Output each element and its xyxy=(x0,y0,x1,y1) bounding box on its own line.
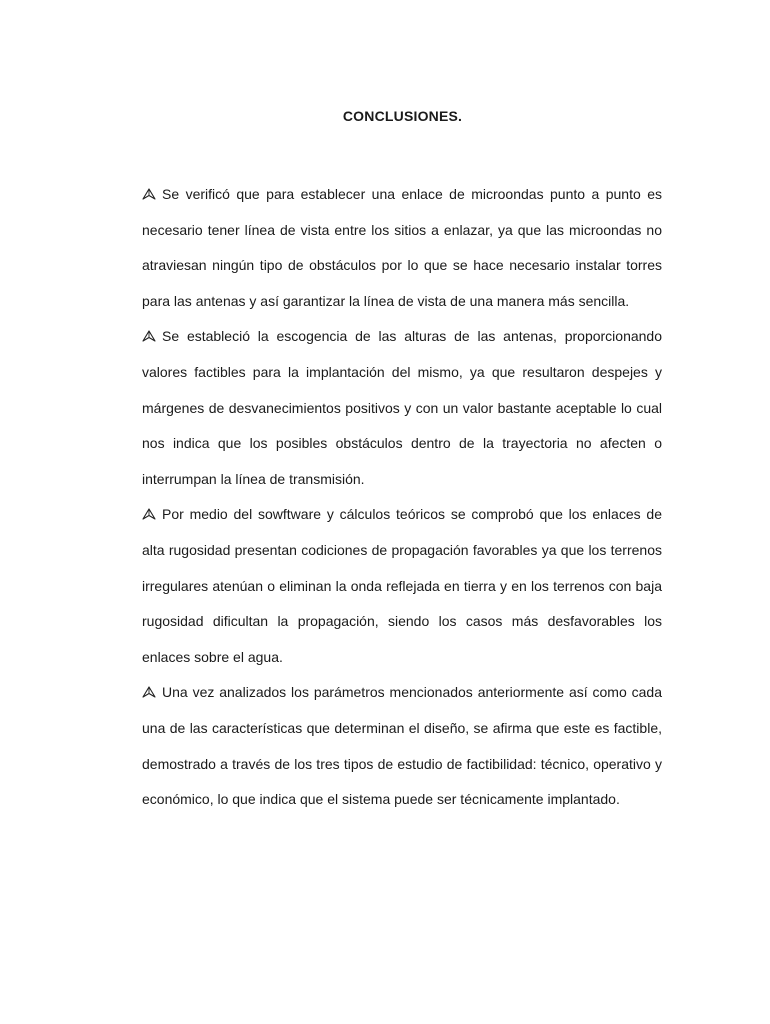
conclusion-text-4: Una vez analizados los parámetros mencionados anteriormente así como cada una de las características que determinan el diseño, se afirma que este es factible, demostrado a través de los tres tipos de estudio de factibilidad: técnico, operativo y económico, lo que indica que el sistema puede ser técnicamente implantado. xyxy=(142,684,662,808)
arrowhead-bullet-icon xyxy=(142,330,162,342)
conclusion-text-2: Se estableció la escogencia de las alturas de las antenas, proporcionando valores factibles para la implantación del mismo, ya que resultaron despejes y márgenes de desvanecimientos positivos y con un valor bastante aceptable lo cual nos indica que los posibles obstáculos dentro de la trayectoria no afecten o interrumpan la línea de transmisión. xyxy=(142,328,662,487)
conclusion-text-1: Se verificó que para establecer una enlace de microondas punto a punto es necesario tener línea de vista entre los sitios a enlazar, ya que las microondas no atraviesan ningún tipo de obstáculos por lo que se hace necesario instalar torres para las antenas y así garantizar la línea de vista de una manera más sencilla. xyxy=(142,186,662,309)
conclusions-list xyxy=(142,177,662,818)
arrowhead-bullet-icon xyxy=(142,188,162,200)
conclusion-paragraph-4 xyxy=(142,675,662,817)
conclusion-paragraph-1 xyxy=(142,177,662,319)
page-title: CONCLUSIONES. xyxy=(342,108,463,124)
conclusion-paragraph-2 xyxy=(142,319,662,497)
arrowhead-bullet-icon xyxy=(142,508,162,520)
conclusion-paragraph-3 xyxy=(142,497,662,675)
arrowhead-bullet-icon xyxy=(142,686,162,698)
conclusion-text-3: Por medio del sowftware y cálculos teóricos se comprobó que los enlaces de alta rugosidad presentan codiciones de propagación favorables ya que los terrenos irregulares atenúan o eliminan la onda reflejada en tierra y en los terrenos con baja rugosidad dificultan la propagación, siendo los casos más desfavorables los enlaces sobre el agua. xyxy=(142,506,662,665)
